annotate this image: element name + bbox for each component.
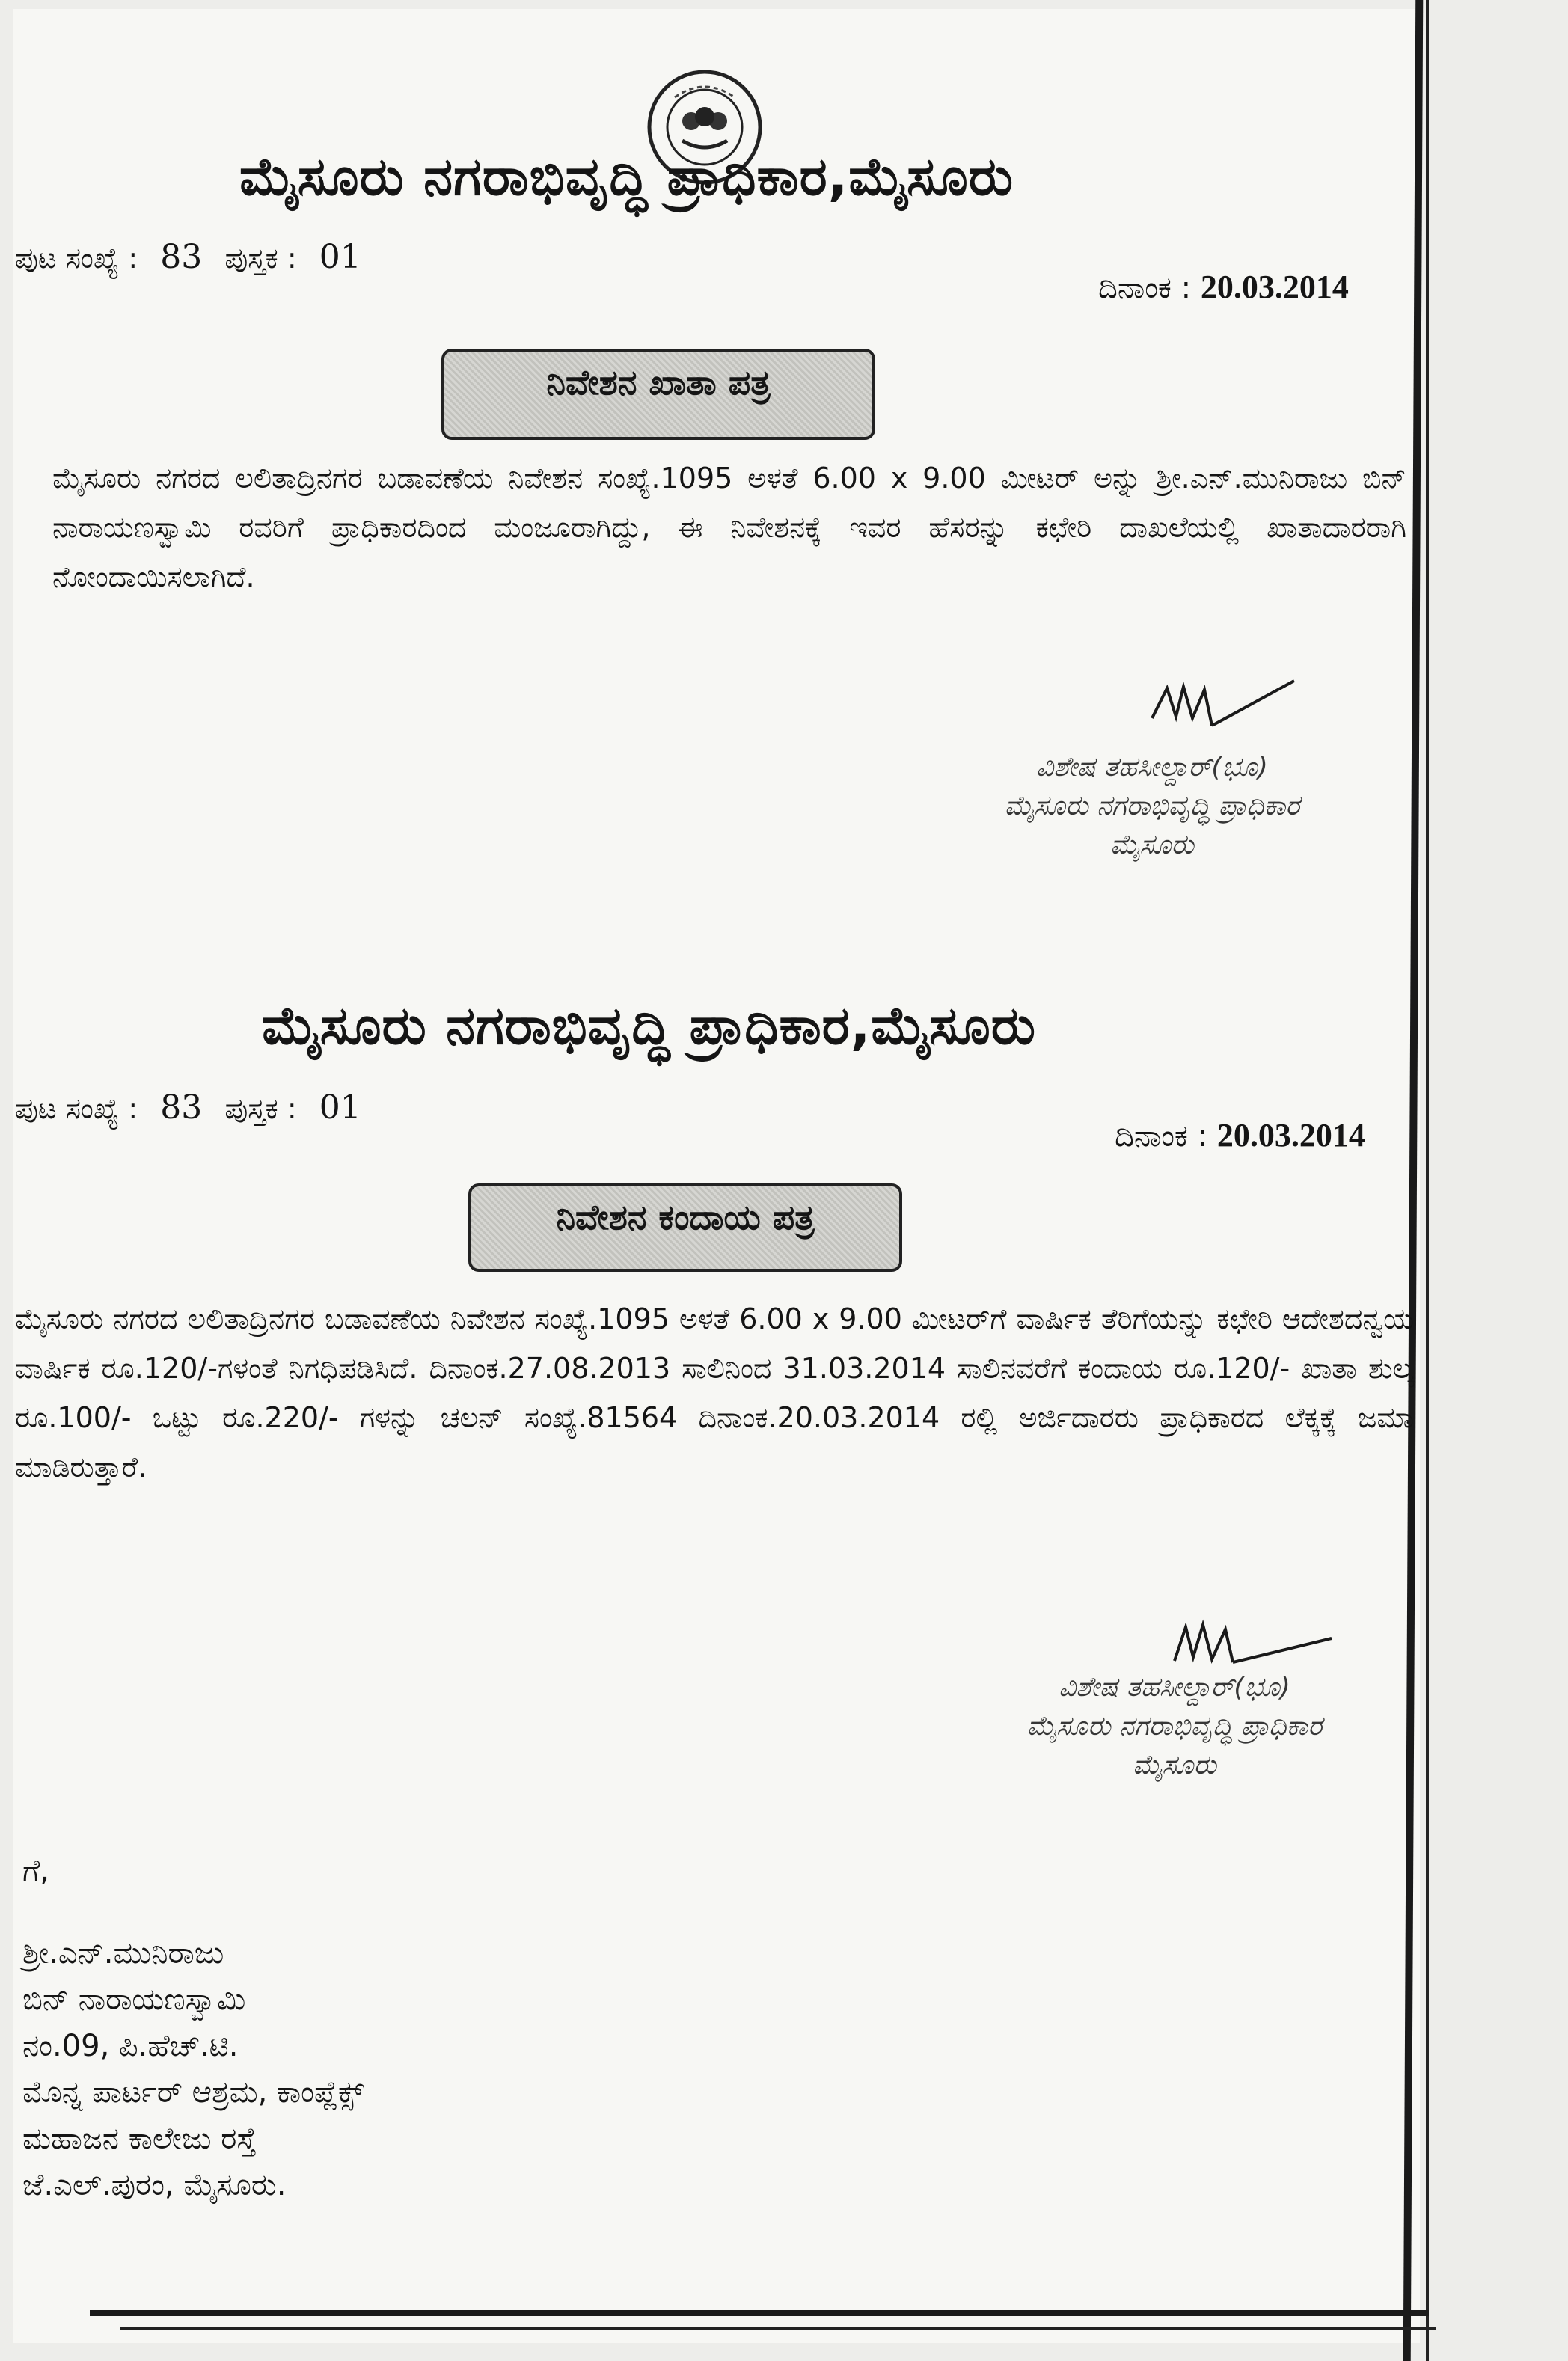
tax-body-text: ಮೈಸೂರು ನಗರದ ಲಲಿತಾದ್ರಿನಗರ ಬಡಾವಣೆಯ ನಿವೇಶನ ಸಂಖ್ಯೆ.1095 ಅಳತೆ 6.00 x 9.00 ಮೀಟರ್‌ಗೆ ವಾರ್ಷಿಕ ತೆರಿಗೆಯನ್ನು ಕಛೇರಿ ಆದೇಶದನ್ವಯ ವಾರ್ಷಿಕ ರೂ.120/-ಗಳಂತೆ ನಿಗಧಿಪಡಿಸಿದೆ. ದಿನಾಂಕ.27.08.2013 ಸಾಲಿನಿಂದ 31.03.2014 ಸಾಲಿನವರೆಗೆ ಕಂದಾಯ ರೂ.120/- ಖಾತಾ ಶುಲ್ಕ ರೂ.100/- ಒಟ್ಟು ರೂ.220/- ಗಳನ್ನು ಚಲನ್ ಸಂಖ್ಯೆ.81564 ದಿನಾಂಕ.20.03.2014 ರಲ್ಲಿ ಅರ್ಜಿದಾರರು ಪ್ರಾಧಿಕಾರದ ಲೆಕ್ಕಕ್ಕೆ ಜಮಾ ಮಾಡಿರುತ್ತಾರೆ. — [15, 1302, 1414, 1483]
issue-date — [1098, 268, 1349, 306]
page-number-label-2: ಪುಟ ಸಂಖ್ಯೆ : — [15, 1092, 138, 1125]
recipient-to: ಗೆ, — [22, 1854, 49, 1888]
page-book-meta-2 — [15, 1088, 375, 1127]
signatory-city: ಮೈಸೂರು — [1110, 830, 1194, 860]
authority-title: ಮೈಸೂರು ನಗರಾಭಿವೃದ್ಧಿ ಪ್ರಾಧಿಕಾರ,ಮೈಸೂರು — [239, 146, 1014, 207]
khata-certificate-stamp: ನಿವೇಶನ ಖಾತಾ ಪತ್ರ — [441, 349, 875, 440]
khata-body-paragraph — [52, 453, 1406, 601]
address-line: ಮೊನ್ನ ಪಾರ್ಟರ್ ಆಶ್ರಮ, ಕಾಂಪ್ಲೆಕ್ಸ್ — [22, 2075, 364, 2110]
khata-body-text: ಮೈಸೂರು ನಗರದ ಲಲಿತಾದ್ರಿನಗರ ಬಡಾವಣೆಯ ನಿವೇಶನ ಸಂಖ್ಯೆ.1095 ಅಳತೆ 6.00 x 9.00 ಮೀಟರ್ ಅನ್ನು ಶ್ರೀ.ಎನ್.ಮುನಿರಾಜು ಬಿನ್ ನಾರಾಯಣಸ್ವಾಮಿ ರವರಿಗೆ ಪ್ರಾಧಿಕಾರದಿಂದ ಮಂಜೂರಾಗಿದ್ದು, ಈ ನಿವೇಶನಕ್ಕೆ ಇವರ ಹೆಸರನ್ನು ಕಛೇರಿ ದಾಖಲೆಯಲ್ಲಿ ಖಾತಾದಾರರಾಗಿ ನೋಂದಾಯಿಸಲಾಗಿದೆ. — [52, 462, 1406, 593]
signatory-office: ಮೈಸೂರು ನಗರಾಭಿವೃದ್ಧಿ ಪ್ರಾಧಿಕಾರ — [1004, 791, 1300, 821]
address-line: ಶ್ರೀ.ಎನ್.ಮುನಿರಾಜು — [22, 1936, 224, 1970]
signature-block-2 — [928, 1668, 1421, 1785]
book-label-2: ಪುಸ್ತಕ : — [224, 1092, 297, 1125]
address-line: ಜೆ.ಎಲ್.ಪುರಂ, ಮೈಸೂರು. — [22, 2168, 287, 2202]
page-number-value: 83 — [160, 238, 203, 276]
date-label: ದಿನಾಂಕ : — [1098, 271, 1192, 305]
signatory-designation-2: ವಿಶೇಷ ತಹಸೀಲ್ದಾರ್(ಭೂ) — [1059, 1672, 1290, 1703]
page-border-right-inner — [1426, 0, 1429, 2361]
page-border-bottom-inner — [120, 2327, 1436, 2330]
page-number-label: ಪುಟ ಸಂಖ್ಯೆ : — [15, 242, 138, 275]
book-value-2: 01 — [319, 1088, 361, 1127]
page-book-meta — [15, 238, 375, 276]
date-value: 20.03.2014 — [1200, 269, 1349, 305]
tax-body-paragraph — [15, 1294, 1414, 1492]
signatory-office-2: ಮೈಸೂರು ನಗರಾಭಿವೃದ್ಧಿ ಪ್ರಾಧಿಕಾರ — [1026, 1711, 1323, 1742]
date-label-2: ದಿನಾಂಕ : — [1115, 1119, 1208, 1154]
date-value-2: 20.03.2014 — [1216, 1117, 1365, 1154]
address-line: ಮಹಾಜನ ಕಾಲೇಜು ರಸ್ತೆ — [22, 2122, 257, 2156]
signatory-designation: ವಿಶೇಷ ತಹಸೀಲ್ದಾರ್(ಭೂ) — [1036, 752, 1268, 783]
book-label: ಪುಸ್ತಕ : — [224, 242, 297, 275]
authority-title-2: ಮೈಸೂರು ನಗರಾಭಿವೃದ್ಧಿ ಪ್ರಾಧಿಕಾರ,ಮೈಸೂರು — [262, 995, 1037, 1056]
signature-block-1 — [913, 748, 1391, 865]
page-border-bottom — [90, 2310, 1429, 2316]
address-line: ನಂ.09, ಪಿ.ಹೆಚ್.ಟಿ. — [22, 2029, 239, 2063]
signatory-city-2: ಮೈಸೂರು — [1133, 1750, 1216, 1780]
address-line: ಬಿನ್ ನಾರಾಯಣಸ್ವಾಮಿ — [22, 1982, 246, 2017]
book-value: 01 — [319, 238, 361, 276]
issue-date-2 — [1115, 1116, 1365, 1154]
page-number-value-2: 83 — [160, 1088, 203, 1127]
recipient-address — [22, 1930, 364, 2208]
tax-certificate-stamp: ನಿವೇಶನ ಕಂದಾಯ ಪತ್ರ — [468, 1183, 902, 1272]
